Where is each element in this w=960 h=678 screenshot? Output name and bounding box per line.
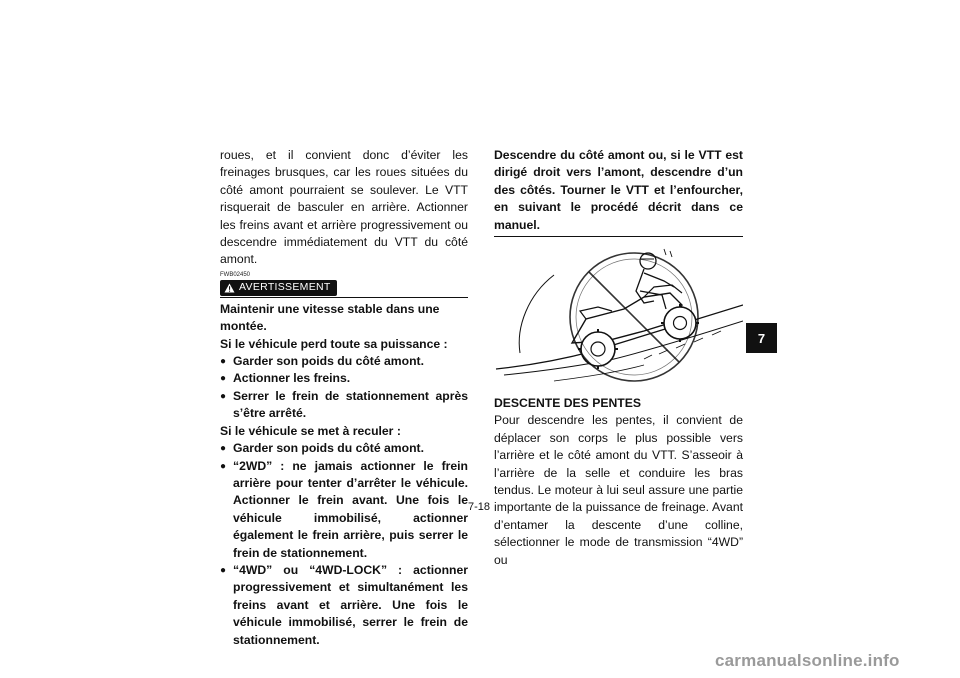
- bullet-item: ● “4WD” ou “4WD-LOCK” : actionner progressivement et simultanément les freins avant et arrière. Une fois le véhicule immobilisé, serrer le frein de stationnement.: [220, 562, 468, 649]
- bullet-icon: ●: [220, 390, 227, 402]
- bullet-icon: ●: [220, 356, 227, 368]
- warning-header: [220, 279, 468, 298]
- bullet-item: ● Garder son poids du côté amont.: [220, 353, 468, 370]
- bullet-icon: ●: [220, 564, 227, 576]
- bold-instruction: Descendre du côté amont ou, si le VTT est dirigé droit vers l’amont, descendre d’un des côtés. Tourner le VTT et l’enfourcher, en suivant le procédé décrit dans ce manuel.: [494, 148, 743, 232]
- warning-label: AVERTISSEMENT: [239, 281, 331, 294]
- warning-line: Si le véhicule perd toute sa puissance :: [220, 336, 448, 351]
- bullet-item: ● “2WD” : ne jamais actionner le frein arrière pour tenter d’arrêter le véhicule. Actionner le frein avant. Une fois le véhicule immobilisé, actionner également le frein arrière, puis serrer le frein de stationnement.: [220, 458, 468, 562]
- left-column: [220, 147, 468, 649]
- warning-code: FWB02450: [220, 271, 251, 278]
- chapter-tab: 7: [746, 323, 777, 353]
- page-number: 7-18: [468, 501, 491, 513]
- descent-paragraph: Pour descendre les pentes, il convient de déplacer son corps le plus possible vers l’arrière et le côté amont du VTT. S’asseoir à l’arrière de la selle et conduire les bras tendus. Le moteur à lui seul assure une partie importante de la puissance de freinage. Avant d’entamer la descente d’une colline, sélectionner le mode de transmission “4WD” ou: [494, 413, 743, 567]
- warning-badge: [220, 280, 337, 296]
- intro-paragraph: roues, et il convient donc d’éviter les freinages brusques, car les roues situées du côté amont pourraient se soulever. Le VTT risquerait de basculer en arrière. Actionner les freins avant et arrière progressivement ou descendre immédiatement du VTT du côté amont.: [220, 148, 468, 267]
- bullet-icon: ●: [220, 373, 227, 385]
- reverse-line: Si le véhicule se met à reculer :: [220, 423, 401, 438]
- bold-instruction-block: [494, 147, 743, 237]
- warning-line: Maintenir une vitesse stable dans une montée.: [220, 301, 440, 334]
- bullet-item: ● Actionner les freins.: [220, 370, 468, 387]
- bullet-icon: ●: [220, 443, 227, 455]
- atv-prohibited-illustration: [494, 247, 743, 395]
- right-column: [494, 147, 743, 569]
- bullet-item: ● Garder son poids du côté amont.: [220, 440, 468, 457]
- bullet-item: ● Serrer le frein de stationnement après s’être arrêté.: [220, 388, 468, 423]
- bullet-icon: ●: [220, 460, 227, 472]
- section-heading: DESCENTE DES PENTES: [494, 396, 641, 411]
- warning-triangle-icon: [224, 283, 235, 293]
- watermark: carmanualsonline.info: [715, 651, 900, 670]
